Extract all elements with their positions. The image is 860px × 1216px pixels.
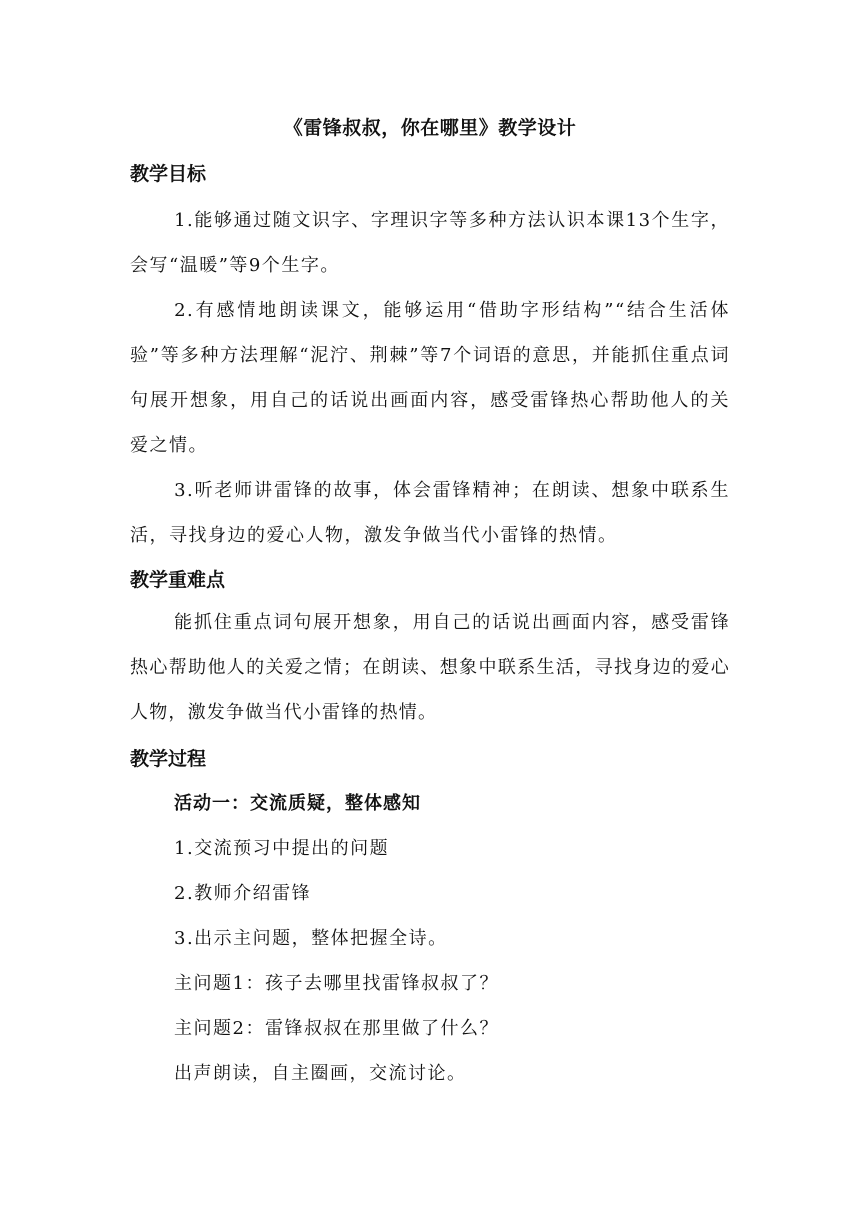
objective-item-2: 2.有感情地朗读课文，能够运用“借助字形结构”“结合生活体验”等多种方法理解“泥泞、荆棘”等7个词语的意思，并能抓住重点词句展开想象，用自己的话说出画面内容，感受雷锋热心帮助他人的关爱之情。 [130, 300, 730, 456]
objective-item-3: 3.听老师讲雷锋的故事，体会雷锋精神；在朗读、想象中联系生活，寻找身边的爱心人物，激发争做当代小雷锋的热情。 [130, 480, 730, 546]
process-step-2: 2.教师介绍雷锋 [174, 883, 312, 904]
main-question-2: 主问题2：雷锋叔叔在那里做了什么？ [174, 1018, 499, 1039]
heading-objectives: 教学目标 [130, 163, 207, 185]
process-step-3: 3.出示主问题，整体把握全诗。 [174, 928, 448, 949]
objective-item-1: 1.能够通过随文识字、字理识字等多种方法认识本课13个生字，会写“温暖”等9个生字。 [130, 210, 730, 276]
reading-instruction: 出声朗读，自主圈画，交流讨论。 [174, 1063, 467, 1084]
document-title: 《雷锋叔叔，你在哪里》教学设计 [283, 117, 577, 139]
main-question-1: 主问题1：孩子去哪里找雷锋叔叔了？ [174, 973, 499, 994]
heading-key-points: 教学重难点 [130, 569, 226, 591]
heading-process: 教学过程 [130, 748, 207, 770]
key-points-text: 能抓住重点词句展开想象，用自己的话说出画面内容，感受雷锋热心帮助他人的关爱之情；在朗读、想象中联系生活，寻找身边的爱心人物，激发争做当代小雷锋的热情。 [130, 612, 730, 723]
process-step-1: 1.交流预习中提出的问题 [174, 838, 390, 859]
activity-title: 活动一：交流质疑，整体感知 [174, 793, 421, 814]
